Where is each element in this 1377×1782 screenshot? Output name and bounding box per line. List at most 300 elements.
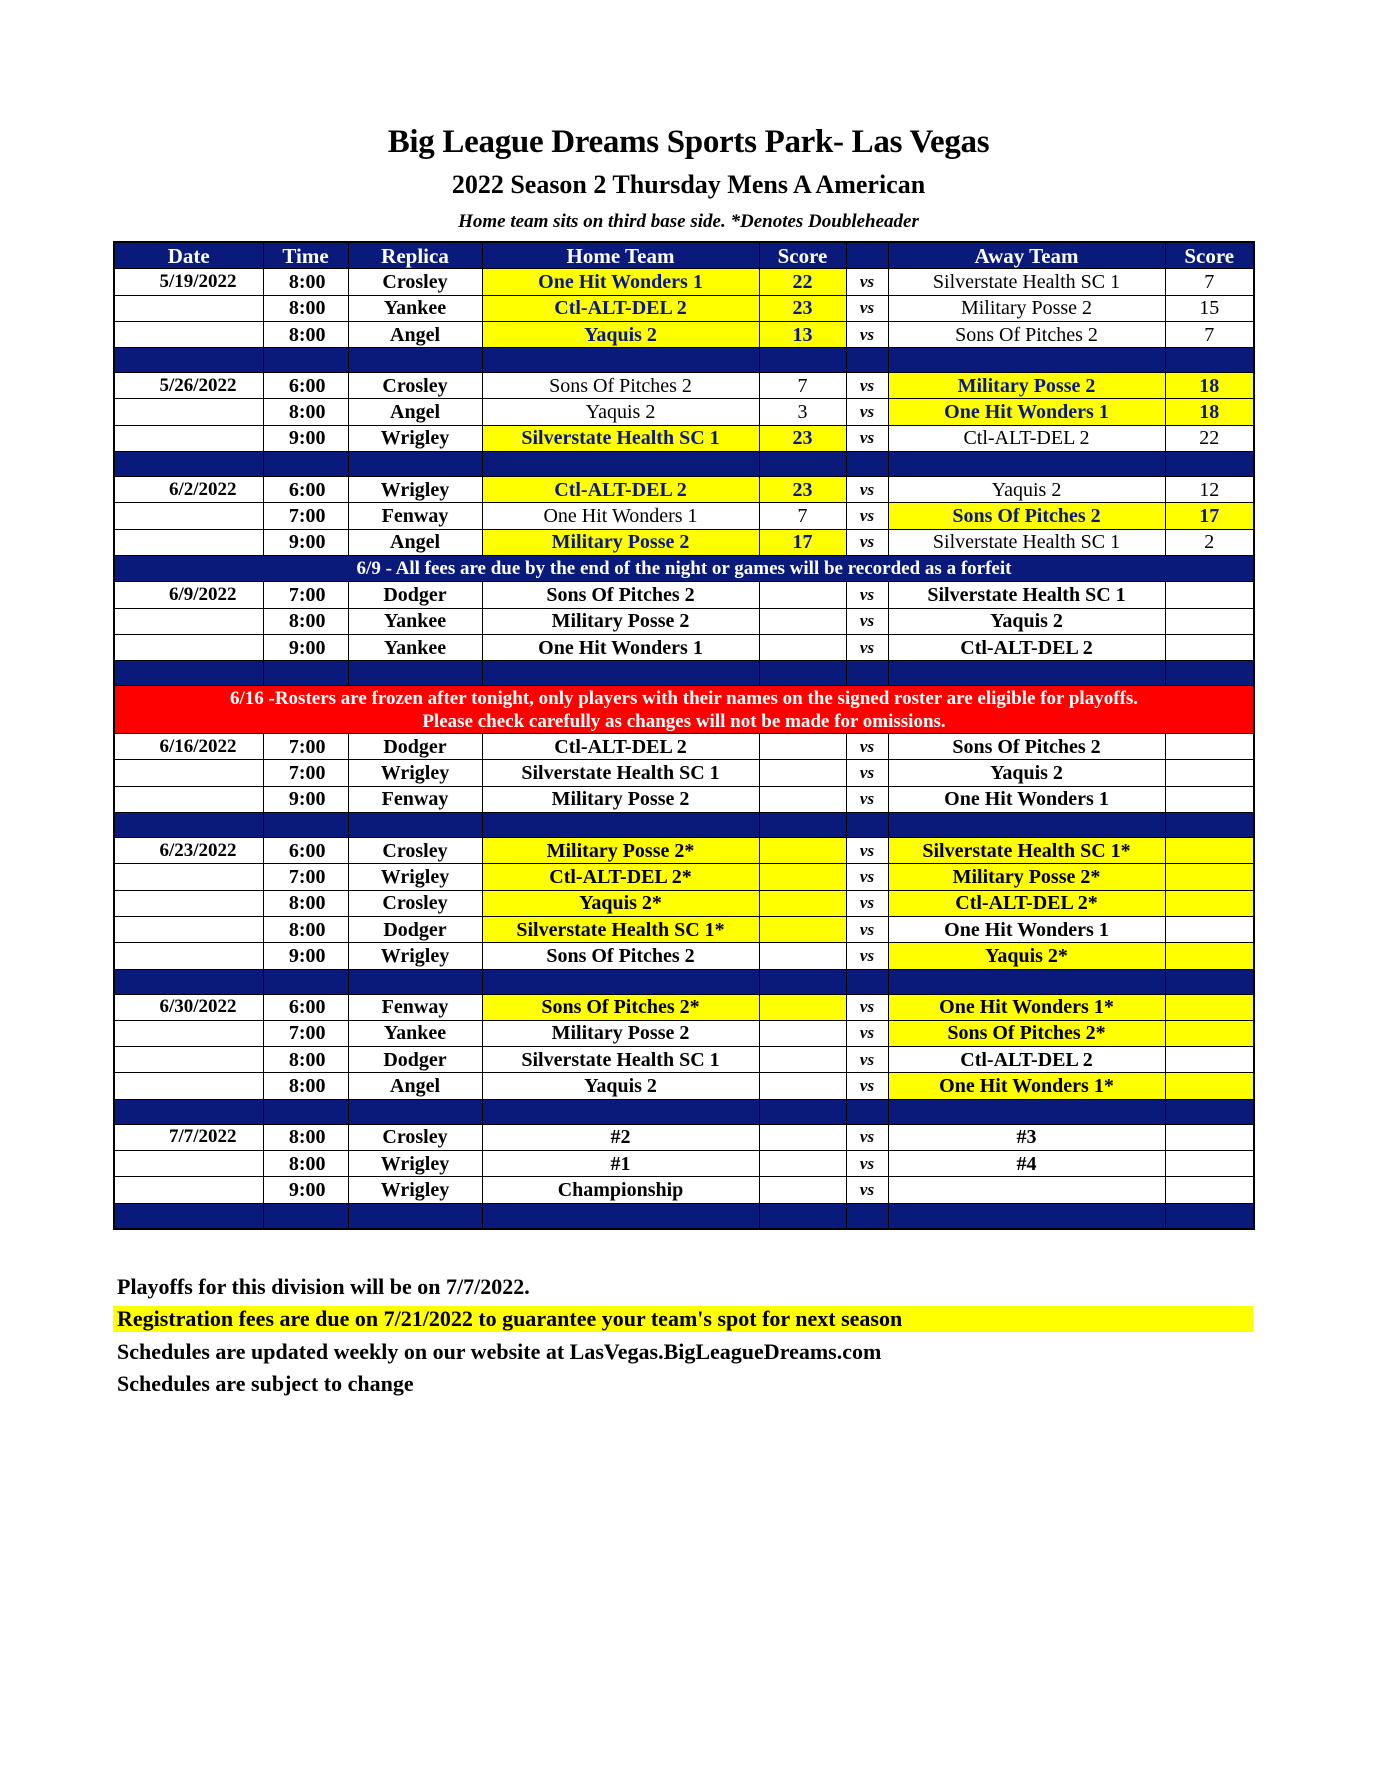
game-time: 6:00 <box>263 373 348 399</box>
separator-cell <box>114 452 263 477</box>
home-team: Military Posse 2 <box>482 786 759 812</box>
playoffs-note: Playoffs for this division will be on 7/7/2022. <box>117 1274 530 1299</box>
home-team: Championship <box>482 1177 759 1203</box>
home-score <box>759 760 846 786</box>
game-time: 9:00 <box>263 425 348 451</box>
game-field: Yankee <box>348 634 482 660</box>
vs-label: vs <box>846 269 888 295</box>
away-score <box>1165 1177 1254 1203</box>
game-field: Wrigley <box>348 477 482 503</box>
home-score <box>759 890 846 916</box>
rosters-note-line: 6/16 -Rosters are frozen after tonight, only players with their names on the signed roster are eligible for playoffs. <box>229 687 1139 709</box>
separator-cell <box>482 452 759 477</box>
separator-cell <box>846 452 888 477</box>
page-subtitle: 2022 Season 2 Thursday Mens A American <box>451 170 926 199</box>
separator-cell <box>846 1099 888 1124</box>
game-date <box>114 1177 263 1203</box>
separator-row <box>114 1203 1254 1229</box>
home-team: #1 <box>482 1151 759 1177</box>
game-field: Yankee <box>348 295 482 321</box>
column-header: Date <box>114 242 263 269</box>
game-field: Angel <box>348 1073 482 1099</box>
separator-cell <box>482 1099 759 1124</box>
home-score <box>759 916 846 942</box>
separator-cell <box>348 813 482 838</box>
separator-cell <box>759 661 846 686</box>
home-team: Military Posse 2* <box>482 838 759 864</box>
away-score <box>1165 734 1254 760</box>
home-score: 17 <box>759 529 846 555</box>
away-team: One Hit Wonders 1* <box>888 994 1165 1020</box>
away-score <box>1165 916 1254 942</box>
column-header: Home Team <box>482 242 759 269</box>
table-row <box>114 916 1254 942</box>
separator-cell <box>888 1099 1165 1124</box>
vs-label: vs <box>846 634 888 660</box>
home-score <box>759 734 846 760</box>
away-team: Yaquis 2 <box>888 477 1165 503</box>
vs-label: vs <box>846 734 888 760</box>
table-row <box>114 477 1254 503</box>
away-score <box>1165 634 1254 660</box>
separator-cell <box>759 1203 846 1229</box>
home-score <box>759 838 846 864</box>
column-header: Score <box>759 242 846 269</box>
vs-label: vs <box>846 1177 888 1203</box>
home-team: One Hit Wonders 1 <box>482 269 759 295</box>
separator-cell <box>888 813 1165 838</box>
schedule-body <box>114 269 1254 1229</box>
vs-label: vs <box>846 1151 888 1177</box>
separator-cell <box>846 969 888 994</box>
separator-row <box>114 813 1254 838</box>
away-team: Silverstate Health SC 1 <box>888 582 1165 608</box>
game-field: Angel <box>348 399 482 425</box>
separator-cell <box>114 1099 263 1124</box>
separator-cell <box>1165 1099 1254 1124</box>
away-team: Silverstate Health SC 1* <box>888 838 1165 864</box>
separator-cell <box>888 661 1165 686</box>
separator-row <box>114 661 1254 686</box>
game-date <box>114 608 263 634</box>
home-team: Sons Of Pitches 2 <box>482 373 759 399</box>
home-team: Yaquis 2 <box>482 321 759 347</box>
game-date <box>114 503 263 529</box>
game-time: 9:00 <box>263 786 348 812</box>
separator-row <box>114 348 1254 373</box>
away-score <box>1165 608 1254 634</box>
rosters-note-row <box>114 686 1254 734</box>
separator-cell <box>263 452 348 477</box>
game-time: 8:00 <box>263 1151 348 1177</box>
game-time: 9:00 <box>263 634 348 660</box>
game-time: 8:00 <box>263 269 348 295</box>
home-score <box>759 1047 846 1073</box>
away-team: Military Posse 2 <box>888 295 1165 321</box>
separator-cell <box>114 813 263 838</box>
home-score: 23 <box>759 295 846 321</box>
column-header: Replica <box>348 242 482 269</box>
game-field: Crosley <box>348 269 482 295</box>
separator-cell <box>263 661 348 686</box>
game-time: 6:00 <box>263 994 348 1020</box>
away-team: One Hit Wonders 1 <box>888 916 1165 942</box>
vs-label: vs <box>846 321 888 347</box>
home-team: One Hit Wonders 1 <box>482 634 759 660</box>
home-team: Silverstate Health SC 1 <box>482 760 759 786</box>
game-field: Wrigley <box>348 864 482 890</box>
game-field: Yankee <box>348 608 482 634</box>
separator-cell <box>348 452 482 477</box>
separator-cell <box>759 813 846 838</box>
home-team: Silverstate Health SC 1 <box>482 1047 759 1073</box>
separator-cell <box>759 348 846 373</box>
game-date <box>114 1151 263 1177</box>
page-title: Big League Dreams Sports Park- Las Vegas <box>387 124 990 160</box>
away-score <box>1165 943 1254 969</box>
home-team: Silverstate Health SC 1* <box>482 916 759 942</box>
game-field: Wrigley <box>348 1151 482 1177</box>
away-team: Silverstate Health SC 1 <box>888 269 1165 295</box>
game-date <box>114 786 263 812</box>
home-team: Sons Of Pitches 2 <box>482 943 759 969</box>
home-score: 7 <box>759 503 846 529</box>
game-date <box>114 916 263 942</box>
away-team: Military Posse 2* <box>888 864 1165 890</box>
away-team: One Hit Wonders 1 <box>888 399 1165 425</box>
separator-cell <box>348 969 482 994</box>
vs-label: vs <box>846 1047 888 1073</box>
away-team: Sons Of Pitches 2 <box>888 503 1165 529</box>
game-field: Angel <box>348 321 482 347</box>
game-date: 7/7/2022 <box>114 1124 263 1150</box>
separator-cell <box>482 661 759 686</box>
table-row <box>114 373 1254 399</box>
game-date: 6/9/2022 <box>114 582 263 608</box>
separator-cell <box>482 348 759 373</box>
game-time: 8:00 <box>263 321 348 347</box>
away-score <box>1165 760 1254 786</box>
away-team: Yaquis 2* <box>888 943 1165 969</box>
home-team: Yaquis 2 <box>482 399 759 425</box>
fees-note-row <box>114 555 1254 581</box>
separator-cell <box>846 661 888 686</box>
away-team: Sons Of Pitches 2* <box>888 1020 1165 1046</box>
table-row <box>114 838 1254 864</box>
home-score <box>759 1177 846 1203</box>
game-date <box>114 890 263 916</box>
away-team: #4 <box>888 1151 1165 1177</box>
table-row <box>114 634 1254 660</box>
game-date <box>114 425 263 451</box>
vs-label: vs <box>846 760 888 786</box>
home-team: Military Posse 2 <box>482 1020 759 1046</box>
away-score: 17 <box>1165 503 1254 529</box>
game-date <box>114 529 263 555</box>
table-row <box>114 529 1254 555</box>
game-time: 7:00 <box>263 582 348 608</box>
separator-cell <box>348 661 482 686</box>
away-team <box>888 1177 1165 1203</box>
separator-cell <box>263 1099 348 1124</box>
away-score <box>1165 1124 1254 1150</box>
vs-label: vs <box>846 503 888 529</box>
separator-row <box>114 452 1254 477</box>
registration-note: Registration fees are due on 7/21/2022 to guarantee your team's spot for next season <box>113 1306 1253 1332</box>
home-team: Military Posse 2 <box>482 529 759 555</box>
separator-cell <box>1165 452 1254 477</box>
away-score <box>1165 838 1254 864</box>
table-row <box>114 1151 1254 1177</box>
separator-cell <box>888 1203 1165 1229</box>
home-team: Sons Of Pitches 2 <box>482 582 759 608</box>
game-time: 7:00 <box>263 864 348 890</box>
separator-cell <box>759 452 846 477</box>
vs-label: vs <box>846 295 888 321</box>
separator-row <box>114 969 1254 994</box>
away-team: Sons Of Pitches 2 <box>888 321 1165 347</box>
home-team: Military Posse 2 <box>482 608 759 634</box>
game-date <box>114 1073 263 1099</box>
home-score: 3 <box>759 399 846 425</box>
game-time: 8:00 <box>263 1124 348 1150</box>
game-date <box>114 634 263 660</box>
column-header <box>846 242 888 269</box>
game-field: Dodger <box>348 916 482 942</box>
home-score: 22 <box>759 269 846 295</box>
game-time: 8:00 <box>263 916 348 942</box>
away-score: 15 <box>1165 295 1254 321</box>
game-date: 5/19/2022 <box>114 269 263 295</box>
table-row <box>114 582 1254 608</box>
away-score: 7 <box>1165 321 1254 347</box>
away-score <box>1165 1073 1254 1099</box>
away-score: 18 <box>1165 373 1254 399</box>
game-field: Angel <box>348 529 482 555</box>
home-team: #2 <box>482 1124 759 1150</box>
separator-cell <box>114 348 263 373</box>
game-time: 8:00 <box>263 1047 348 1073</box>
game-field: Dodger <box>348 1047 482 1073</box>
game-time: 8:00 <box>263 399 348 425</box>
table-row <box>114 760 1254 786</box>
home-team: Ctl-ALT-DEL 2* <box>482 864 759 890</box>
home-score <box>759 786 846 812</box>
game-time: 6:00 <box>263 477 348 503</box>
game-date <box>114 943 263 969</box>
vs-label: vs <box>846 477 888 503</box>
separator-cell <box>114 661 263 686</box>
home-team: Yaquis 2 <box>482 1073 759 1099</box>
separator-cell <box>846 348 888 373</box>
game-field: Dodger <box>348 582 482 608</box>
away-team: One Hit Wonders 1 <box>888 786 1165 812</box>
home-score <box>759 608 846 634</box>
game-time: 7:00 <box>263 760 348 786</box>
vs-label: vs <box>846 1124 888 1150</box>
separator-cell <box>1165 348 1254 373</box>
game-date: 6/30/2022 <box>114 994 263 1020</box>
separator-cell <box>759 969 846 994</box>
home-score <box>759 1020 846 1046</box>
rosters-note-line: Please check carefully as changes will not be made for omissions. <box>422 710 946 732</box>
game-date <box>114 399 263 425</box>
away-team: Yaquis 2 <box>888 608 1165 634</box>
away-score <box>1165 1020 1254 1046</box>
home-team: Ctl-ALT-DEL 2 <box>482 734 759 760</box>
separator-cell <box>263 1203 348 1229</box>
vs-label: vs <box>846 943 888 969</box>
game-date <box>114 1047 263 1073</box>
column-header: Score <box>1165 242 1254 269</box>
game-time: 8:00 <box>263 1073 348 1099</box>
game-time: 8:00 <box>263 890 348 916</box>
home-score <box>759 943 846 969</box>
game-date: 6/23/2022 <box>114 838 263 864</box>
table-row <box>114 269 1254 295</box>
home-score: 23 <box>759 425 846 451</box>
rosters-note <box>114 686 1254 734</box>
game-field: Wrigley <box>348 943 482 969</box>
away-team: Ctl-ALT-DEL 2 <box>888 634 1165 660</box>
game-field: Crosley <box>348 890 482 916</box>
game-field: Fenway <box>348 786 482 812</box>
separator-cell <box>846 1203 888 1229</box>
game-date <box>114 1020 263 1046</box>
game-date: 5/26/2022 <box>114 373 263 399</box>
vs-label: vs <box>846 399 888 425</box>
table-row <box>114 295 1254 321</box>
table-row <box>114 786 1254 812</box>
separator-cell <box>263 348 348 373</box>
game-time: 7:00 <box>263 503 348 529</box>
separator-cell <box>482 969 759 994</box>
vs-label: vs <box>846 864 888 890</box>
table-row <box>114 425 1254 451</box>
away-team: Yaquis 2 <box>888 760 1165 786</box>
away-team: Military Posse 2 <box>888 373 1165 399</box>
game-date <box>114 321 263 347</box>
table-row <box>114 890 1254 916</box>
home-score <box>759 582 846 608</box>
game-date: 6/2/2022 <box>114 477 263 503</box>
separator-cell <box>759 1099 846 1124</box>
away-team: One Hit Wonders 1* <box>888 1073 1165 1099</box>
separator-cell <box>348 1203 482 1229</box>
separator-cell <box>263 969 348 994</box>
game-date <box>114 864 263 890</box>
vs-label: vs <box>846 582 888 608</box>
schedule-table <box>113 241 1255 1230</box>
vs-label: vs <box>846 1073 888 1099</box>
home-score: 23 <box>759 477 846 503</box>
home-team: Yaquis 2* <box>482 890 759 916</box>
home-score <box>759 1151 846 1177</box>
home-score: 7 <box>759 373 846 399</box>
separator-row <box>114 1099 1254 1124</box>
game-time: 9:00 <box>263 943 348 969</box>
vs-label: vs <box>846 994 888 1020</box>
game-field: Wrigley <box>348 760 482 786</box>
separator-cell <box>482 813 759 838</box>
table-row <box>114 1177 1254 1203</box>
column-header: Away Team <box>888 242 1165 269</box>
game-time: 8:00 <box>263 295 348 321</box>
separator-cell <box>1165 813 1254 838</box>
website-note: Schedules are updated weekly on our website at LasVegas.BigLeagueDreams.com <box>117 1339 882 1364</box>
game-date <box>114 295 263 321</box>
game-time: 7:00 <box>263 1020 348 1046</box>
table-row <box>114 864 1254 890</box>
game-time: 6:00 <box>263 838 348 864</box>
game-field: Dodger <box>348 734 482 760</box>
game-field: Yankee <box>348 1020 482 1046</box>
away-team: Ctl-ALT-DEL 2 <box>888 1047 1165 1073</box>
table-row <box>114 321 1254 347</box>
subject-note: Schedules are subject to change <box>117 1371 414 1396</box>
away-score: 2 <box>1165 529 1254 555</box>
vs-label: vs <box>846 608 888 634</box>
game-date <box>114 760 263 786</box>
separator-cell <box>888 969 1165 994</box>
away-team: Sons Of Pitches 2 <box>888 734 1165 760</box>
separator-cell <box>263 813 348 838</box>
separator-cell <box>846 813 888 838</box>
vs-label: vs <box>846 786 888 812</box>
away-score <box>1165 786 1254 812</box>
home-team: Silverstate Health SC 1 <box>482 425 759 451</box>
vs-label: vs <box>846 425 888 451</box>
away-score: 18 <box>1165 399 1254 425</box>
table-row <box>114 1124 1254 1150</box>
home-score: 13 <box>759 321 846 347</box>
game-date: 6/16/2022 <box>114 734 263 760</box>
vs-label: vs <box>846 890 888 916</box>
away-score <box>1165 890 1254 916</box>
vs-label: vs <box>846 529 888 555</box>
vs-label: vs <box>846 838 888 864</box>
away-team: Silverstate Health SC 1 <box>888 529 1165 555</box>
home-team: One Hit Wonders 1 <box>482 503 759 529</box>
home-score <box>759 634 846 660</box>
away-score: 7 <box>1165 269 1254 295</box>
game-field: Wrigley <box>348 425 482 451</box>
away-team: Ctl-ALT-DEL 2* <box>888 890 1165 916</box>
table-row <box>114 503 1254 529</box>
away-score: 12 <box>1165 477 1254 503</box>
home-team: Ctl-ALT-DEL 2 <box>482 477 759 503</box>
separator-cell <box>348 348 482 373</box>
away-score: 22 <box>1165 425 1254 451</box>
table-row <box>114 734 1254 760</box>
column-header: Time <box>263 242 348 269</box>
game-field: Crosley <box>348 838 482 864</box>
game-field: Crosley <box>348 373 482 399</box>
game-field: Fenway <box>348 994 482 1020</box>
separator-cell <box>1165 661 1254 686</box>
table-row <box>114 943 1254 969</box>
game-time: 7:00 <box>263 734 348 760</box>
table-header-row <box>114 242 1254 269</box>
separator-cell <box>1165 1203 1254 1229</box>
table-row <box>114 399 1254 425</box>
separator-cell <box>348 1099 482 1124</box>
game-time: 8:00 <box>263 608 348 634</box>
vs-label: vs <box>846 373 888 399</box>
separator-cell <box>482 1203 759 1229</box>
home-score <box>759 994 846 1020</box>
table-row <box>114 608 1254 634</box>
